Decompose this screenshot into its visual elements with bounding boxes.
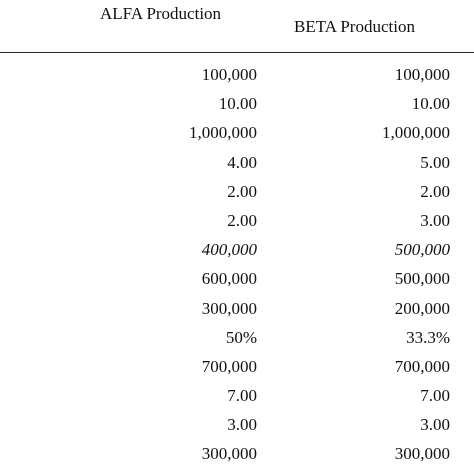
table-row — [0, 381, 474, 410]
cell-alfa-value: 100,000 — [201, 65, 257, 84]
cell-beta-value: 300,000 — [394, 444, 450, 464]
cell-alfa-value: 3.00 — [227, 415, 257, 435]
cell-beta-value: 7.00 — [420, 386, 450, 406]
table-row — [0, 177, 474, 206]
table-row — [0, 294, 474, 323]
cell-alfa-value: 2.00 — [227, 210, 257, 230]
table-row — [0, 264, 474, 293]
cell-beta-value: 33.3% — [406, 327, 450, 347]
table-row — [0, 89, 474, 118]
header-beta-production: BETA Production — [294, 17, 415, 36]
table-row — [0, 148, 474, 177]
cell-alfa-value: 600,000 — [201, 269, 257, 289]
cell-alfa-value: 2.00 — [227, 181, 257, 201]
cell-alfa-value: 10.00 — [218, 94, 257, 114]
header-alfa-production: ALFA Production — [100, 4, 222, 23]
cell-alfa-value: 300,000 — [201, 444, 257, 464]
cell-beta-value: 5.00 — [420, 152, 450, 172]
table-row — [0, 118, 474, 147]
table-body — [0, 60, 474, 469]
cell-beta-value: 100,000 — [394, 65, 450, 84]
cell-alfa-value: 4.00 — [227, 152, 257, 172]
cell-alfa-value: 1,000,000 — [189, 123, 257, 143]
cell-alfa-value: 50% — [225, 327, 257, 347]
table-row — [0, 235, 474, 264]
cell-alfa-value: 7.00 — [227, 386, 257, 406]
cell-beta-value: 2.00 — [420, 181, 450, 201]
table-row — [0, 206, 474, 235]
table-row — [0, 60, 474, 89]
cell-alfa-value: 400,000 — [201, 240, 257, 260]
cell-beta-value: 500,000 — [394, 240, 450, 260]
table-row — [0, 439, 474, 468]
table-row — [0, 410, 474, 439]
cell-beta-value: 3.00 — [420, 210, 450, 230]
table-row — [0, 352, 474, 381]
cell-beta-value: 500,000 — [394, 269, 450, 289]
cell-beta-value: 700,000 — [394, 356, 450, 376]
cell-beta-value: 200,000 — [394, 298, 450, 318]
cell-alfa-value: 700,000 — [201, 356, 257, 376]
cell-beta-value: 10.00 — [411, 94, 450, 114]
cell-alfa-value: 300,000 — [201, 298, 257, 318]
cell-beta-value: 1,000,000 — [382, 123, 450, 143]
cell-beta-value: 3.00 — [420, 415, 450, 435]
header-rule — [0, 52, 474, 53]
table-row — [0, 323, 474, 352]
